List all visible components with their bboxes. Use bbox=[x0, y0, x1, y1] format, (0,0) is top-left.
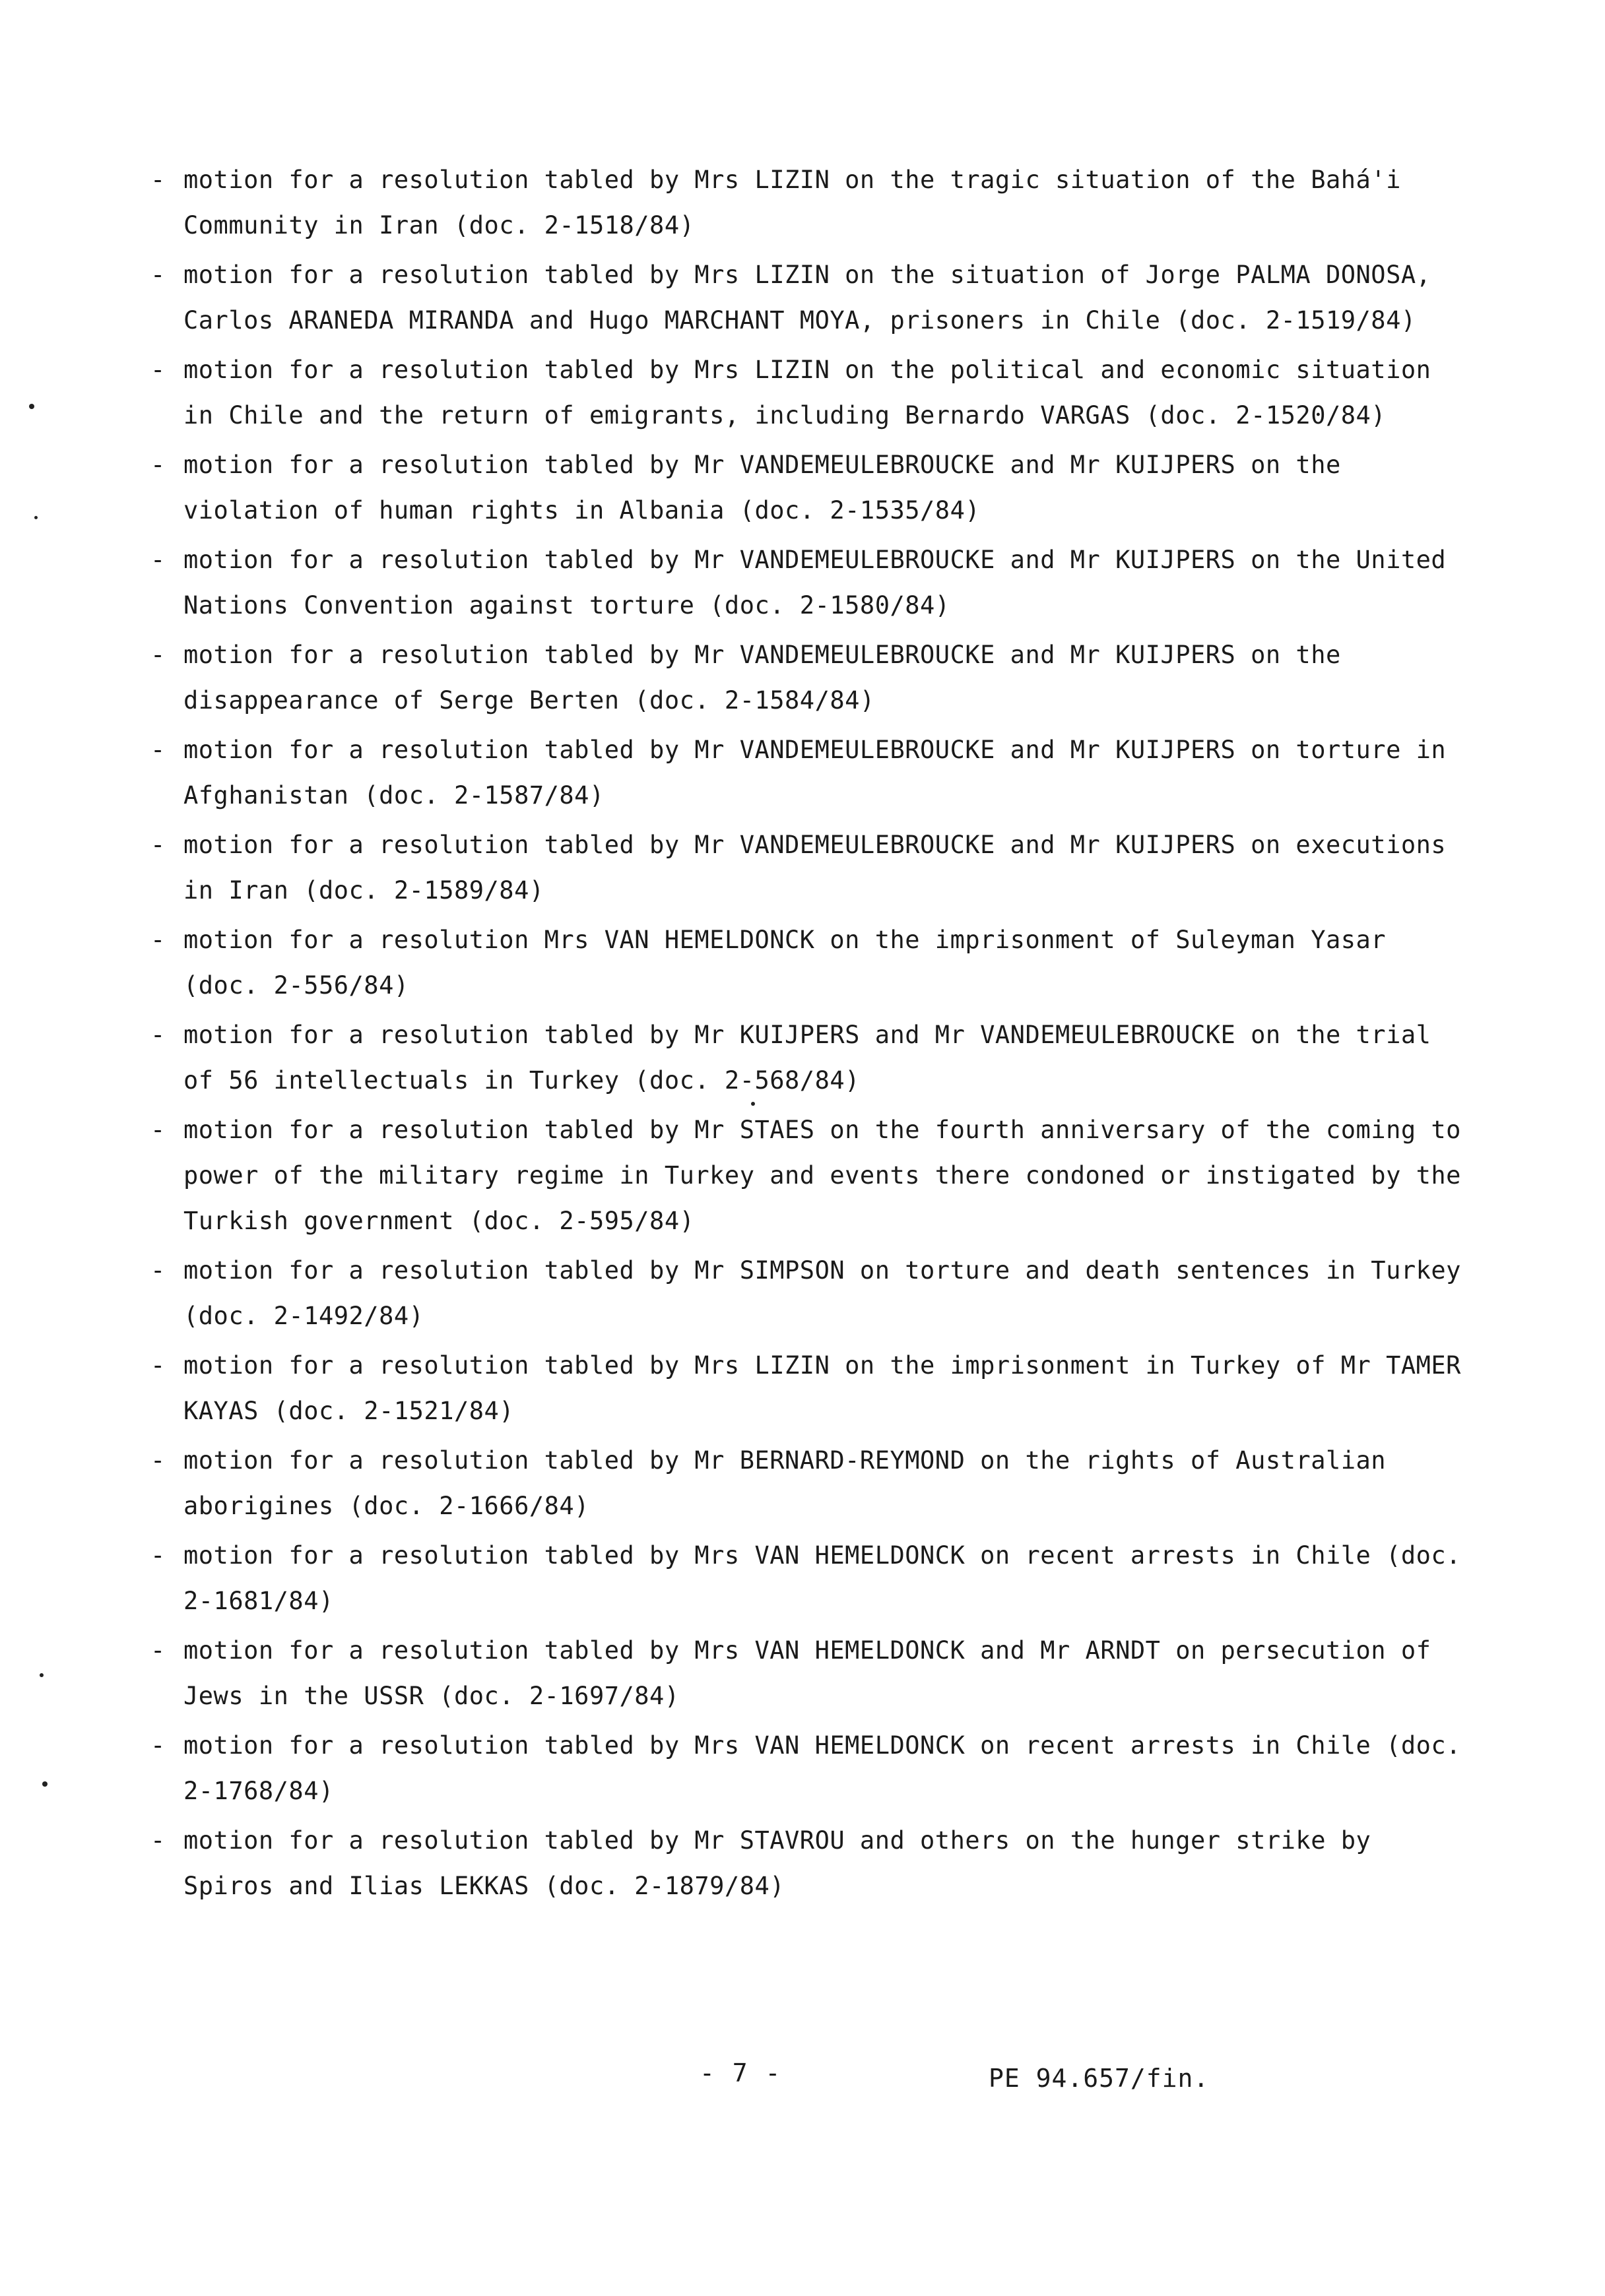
list-item-text: motion for a resolution tabled by Mrs LIZIN on the imprisonment in Turkey of Mr TAMER KAYAS (doc. 2-1521/84) bbox=[183, 1351, 1461, 1425]
list-item-text: motion for a resolution tabled by Mr VANDEMEULEBROUCKE and Mr KUIJPERS on executions in Iran (doc. 2-1589/84) bbox=[183, 831, 1447, 905]
list-item bbox=[150, 1533, 1470, 1624]
list-item-text: motion for a resolution tabled by Mr KUIJPERS and Mr VANDEMEULEBROUCKE on the trial of 56 intellectuals in Turkey (doc. 2-568/84) bbox=[183, 1021, 1431, 1095]
list-item-text: motion for a resolution tabled by Mrs LIZIN on the tragic situation of the Bahá'i Community in Iran (doc. 2-1518/84) bbox=[183, 166, 1401, 239]
list-item-text: motion for a resolution tabled by Mrs VAN HEMELDONCK on recent arrests in Chile (doc. 2-1681/84) bbox=[183, 1541, 1461, 1615]
motion-list bbox=[150, 157, 1470, 1913]
list-dash: - bbox=[150, 926, 166, 954]
list-item bbox=[150, 1012, 1470, 1103]
list-item-text: motion for a resolution tabled by Mrs VAN HEMELDONCK and Mr ARNDT on persecution of Jews in the USSR (doc. 2-1697/84) bbox=[183, 1636, 1431, 1710]
list-item-text: motion for a resolution tabled by Mr STAES on the fourth anniversary of the coming to power of the military regime in Turkey and events there condoned or instigated by the Turkish government (doc. 2-595/84) bbox=[183, 1116, 1461, 1235]
list-dash: - bbox=[150, 356, 166, 384]
list-dash: - bbox=[150, 1021, 166, 1049]
list-dash: - bbox=[150, 451, 166, 479]
list-item bbox=[150, 1107, 1470, 1244]
list-item-text: motion for a resolution tabled by Mrs LIZIN on the situation of Jorge PALMA DONOSA, Carlos ARANEDA MIRANDA and Hugo MARCHANT MOYA, prisoners in Chile (doc. 2-1519/84) bbox=[183, 261, 1431, 335]
list-item-text: motion for a resolution tabled by Mr BERNARD-REYMOND on the rights of Australian aborigines (doc. 2-1666/84) bbox=[183, 1446, 1387, 1520]
list-dash: - bbox=[150, 736, 166, 764]
list-item bbox=[150, 1628, 1470, 1719]
document-reference: PE 94.657/fin. bbox=[989, 2064, 1210, 2093]
list-item bbox=[150, 252, 1470, 343]
list-item bbox=[150, 1438, 1470, 1529]
list-item bbox=[150, 442, 1470, 533]
scan-speck bbox=[42, 1781, 48, 1787]
list-dash: - bbox=[150, 546, 166, 574]
list-dash: - bbox=[150, 831, 166, 859]
list-item-text: motion for a resolution tabled by Mrs LIZIN on the political and economic situation in Chile and the return of emigrants, including Bernardo VARGAS (doc. 2-1520/84) bbox=[183, 356, 1431, 430]
list-item-text: motion for a resolution tabled by Mr VANDEMEULEBROUCKE and Mr KUIJPERS on the disappearance of Serge Berten (doc. 2-1584/84) bbox=[183, 641, 1341, 715]
list-item-text: motion for a resolution tabled by Mr STAVROU and others on the hunger strike by Spiros and Ilias LEKKAS (doc. 2-1879/84) bbox=[183, 1826, 1371, 1900]
list-item bbox=[150, 1818, 1470, 1909]
scan-speck bbox=[751, 1102, 755, 1106]
list-item bbox=[150, 632, 1470, 723]
list-item-text: motion for a resolution tabled by Mr VANDEMEULEBROUCKE and Mr KUIJPERS on the violation of human rights in Albania (doc. 2-1535/84) bbox=[183, 451, 1341, 525]
list-dash: - bbox=[150, 261, 166, 289]
page-number: - 7 - bbox=[700, 2058, 782, 2088]
list-item bbox=[150, 822, 1470, 913]
scan-speck bbox=[34, 516, 38, 519]
list-dash: - bbox=[150, 1731, 166, 1760]
list-dash: - bbox=[150, 166, 166, 194]
list-item bbox=[150, 917, 1470, 1008]
scan-speck bbox=[40, 1673, 44, 1677]
list-item bbox=[150, 1343, 1470, 1434]
list-dash: - bbox=[150, 641, 166, 669]
list-item bbox=[150, 537, 1470, 628]
list-dash: - bbox=[150, 1116, 166, 1144]
list-dash: - bbox=[150, 1446, 166, 1475]
list-item-text: motion for a resolution tabled by Mr SIMPSON on torture and death sentences in Turkey (doc. 2-1492/84) bbox=[183, 1256, 1461, 1330]
list-item bbox=[150, 727, 1470, 818]
scan-speck bbox=[29, 404, 34, 409]
list-item bbox=[150, 1723, 1470, 1814]
list-item-text: motion for a resolution tabled by Mr VANDEMEULEBROUCKE and Mr KUIJPERS on torture in Afghanistan (doc. 2-1587/84) bbox=[183, 736, 1447, 810]
list-dash: - bbox=[150, 1541, 166, 1570]
list-dash: - bbox=[150, 1351, 166, 1380]
list-item bbox=[150, 157, 1470, 248]
list-item-text: motion for a resolution tabled by Mrs VAN HEMELDONCK on recent arrests in Chile (doc. 2-1768/84) bbox=[183, 1731, 1461, 1805]
list-item bbox=[150, 347, 1470, 438]
list-item bbox=[150, 1248, 1470, 1339]
list-dash: - bbox=[150, 1256, 166, 1285]
list-item-text: motion for a resolution Mrs VAN HEMELDONCK on the imprisonment of Suleyman Yasar (doc. 2-556/84) bbox=[183, 926, 1387, 1000]
list-item-text: motion for a resolution tabled by Mr VANDEMEULEBROUCKE and Mr KUIJPERS on the United Nations Convention against torture (doc. 2-1580/84) bbox=[183, 546, 1447, 620]
list-dash: - bbox=[150, 1826, 166, 1855]
list-dash: - bbox=[150, 1636, 166, 1665]
